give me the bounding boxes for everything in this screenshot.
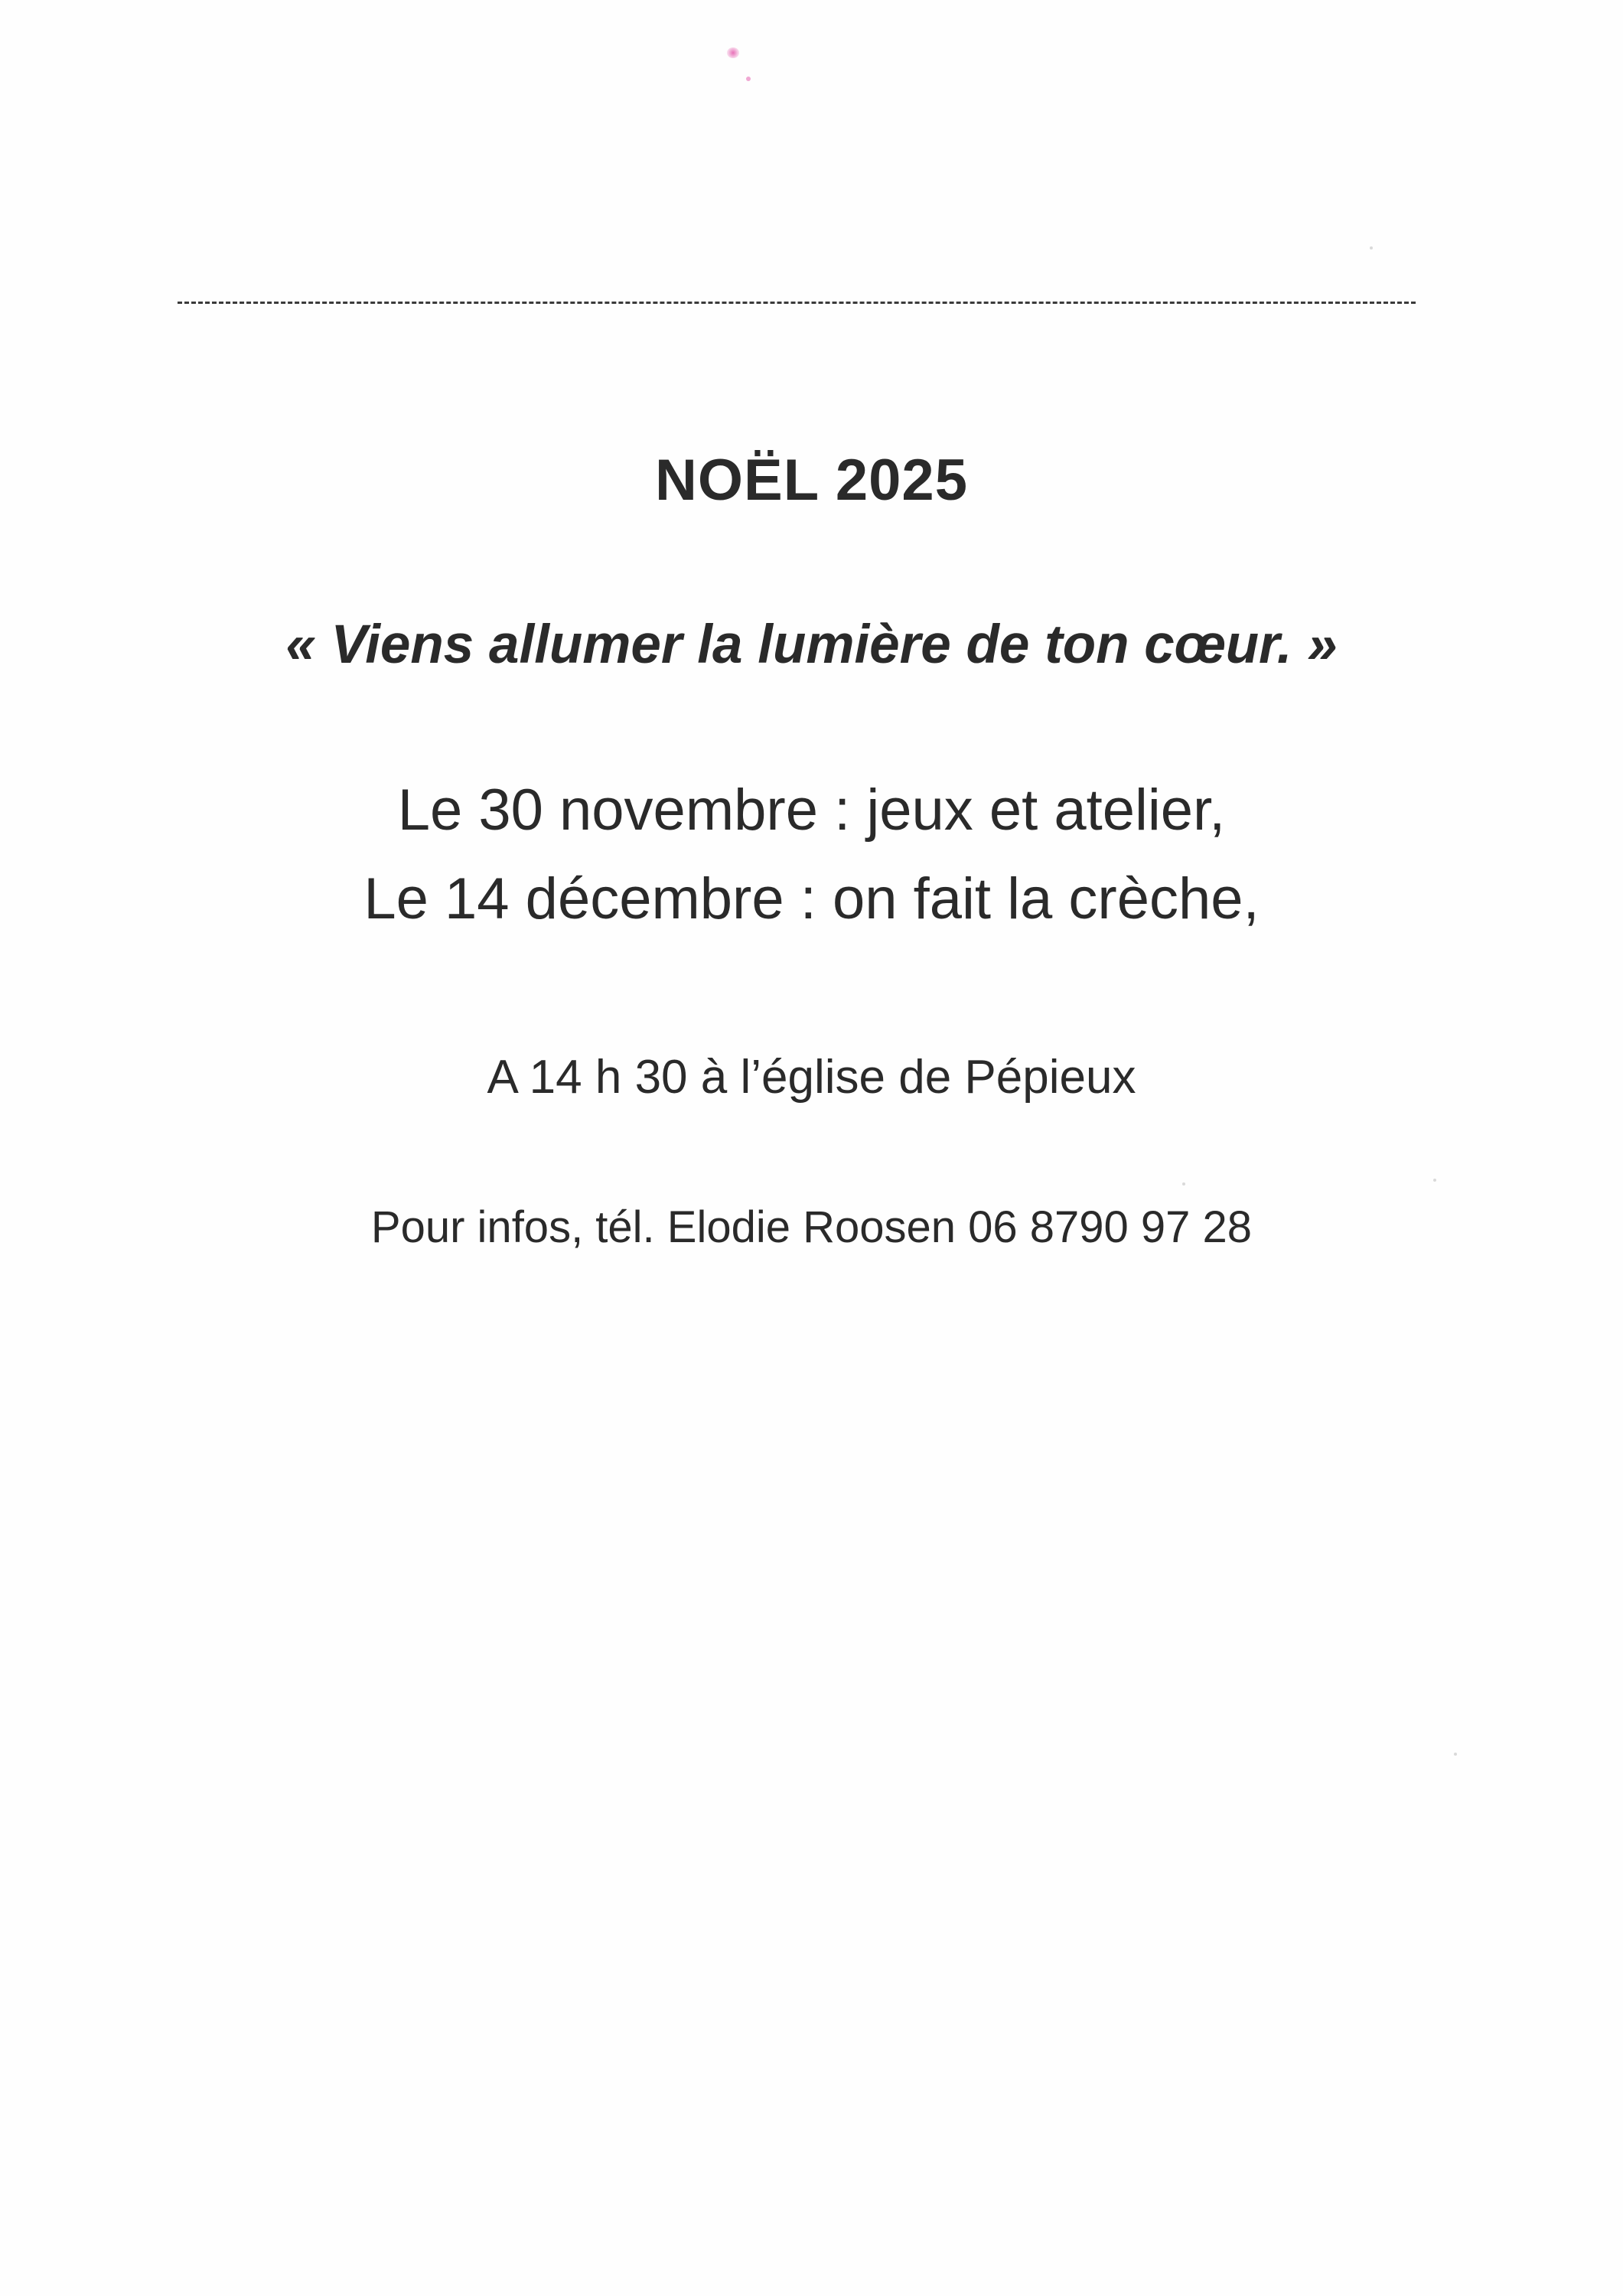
dashed-cut-line xyxy=(178,302,1416,304)
event-time-place: A 14 h 30 à l’église de Pépieux xyxy=(487,1051,1136,1104)
contact-info: Pour infos, tél. Elodie Roosen 06 8790 97 28 xyxy=(370,1202,1253,1252)
dust-speck xyxy=(1370,246,1373,249)
ink-speck xyxy=(727,47,739,58)
event-date-line: Le 14 décembre : on fait la crèche, xyxy=(363,866,1260,931)
ink-speck xyxy=(746,77,751,81)
dust-speck xyxy=(1433,1179,1436,1182)
dust-speck xyxy=(1182,1182,1185,1186)
event-date-line: Le 30 novembre : jeux et atelier, xyxy=(397,778,1226,843)
page-title: NOËL 2025 xyxy=(655,448,968,513)
slogan: « Viens allumer la lumière de ton cœur. » xyxy=(285,615,1338,675)
dust-speck xyxy=(1454,1753,1457,1756)
